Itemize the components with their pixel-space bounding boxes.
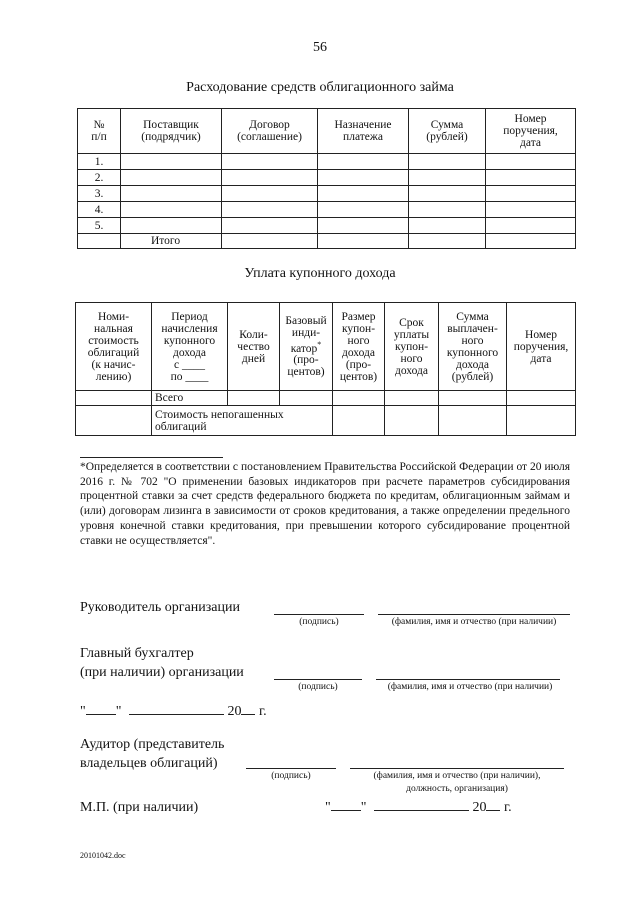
coupon-payment-table <box>75 302 576 436</box>
table-row: 4. <box>78 202 576 218</box>
table2-header-cell: Сумма выплачен- ного купонного дохода (рублей) <box>439 303 507 391</box>
auditor-label-2: владельцев облигаций) <box>80 756 218 771</box>
file-name: 20101042.doc <box>80 851 126 860</box>
auditor-name-caption-1: (фамилия, имя и отчество (при наличии), <box>373 771 541 781</box>
head-signature-line <box>274 614 364 615</box>
table2-outstanding-label: Стоимость непогашенных облигаций <box>152 406 333 436</box>
table2-title: Уплата купонного дохода <box>244 266 396 281</box>
table1-header-cell: Сумма (рублей) <box>409 109 486 154</box>
table2-header-cell: Номи- нальная стоимость облигаций (к начис- лению) <box>76 303 152 391</box>
date-line-1: " " 20 г. <box>80 704 267 719</box>
page-number: 56 <box>313 40 327 55</box>
table-row: 3. <box>78 186 576 202</box>
accountant-signature-caption: (подпись) <box>298 682 338 692</box>
head-name-line <box>378 614 570 615</box>
table1-header-cell: Договор (соглашение) <box>222 109 318 154</box>
table2-total-label: Всего <box>152 391 228 406</box>
footnote-divider <box>80 457 223 458</box>
date-line-2: " " 20 г. <box>325 800 512 815</box>
table1-total-row <box>78 234 576 249</box>
table2-outstanding-row <box>76 406 576 436</box>
table2-header-cell: Номер поручения, дата <box>507 303 576 391</box>
head-name-caption: (фамилия, имя и отчество (при наличии) <box>391 617 557 627</box>
table1-title: Расходование средств облигационного займа <box>186 80 454 95</box>
table1-header-cell: Поставщик (подрядчик) <box>121 109 222 154</box>
table1-header-cell: Назначение платежа <box>318 109 409 154</box>
table1-header-cell: № п/п <box>78 109 121 154</box>
table2-header-cell: Коли- чество дней <box>228 303 280 391</box>
bond-spending-table <box>77 108 576 249</box>
table2-header-cell: Период начисления купонного дохода с ____ по ____ <box>152 303 228 391</box>
auditor-signature-line <box>246 768 336 769</box>
table2-header-row <box>76 303 576 391</box>
accountant-signature-line <box>274 679 362 680</box>
table1-total-label: Итого <box>121 234 222 249</box>
footnote-text: *Определяется в соответствии с постановлением Правительства Российской Федерации от 20 июля 2016 г. № 702 "О применении базовых индикаторов при расчете параметров субсидирования процентной ставки за счет средств федерального бюджета по кредитам, облигационным займам и (или) договорам лизинга в зависимости от сроков кредитования, а также определении предельного уровня конечной ставки кредитования, при превышении которого субсидирование процентной ставки не осуществляется". <box>80 461 570 547</box>
auditor-signature-caption: (подпись) <box>271 771 311 781</box>
auditor-name-caption-2: должность, организация) <box>406 784 508 794</box>
head-label: Руководитель организации <box>80 600 240 615</box>
table2-total-row <box>76 391 576 406</box>
accountant-label-2: (при наличии) организации <box>80 665 244 680</box>
auditor-label-1: Аудитор (представитель <box>80 737 225 752</box>
table2-header-cell: Базовый инди- катор* (про- центов) <box>280 303 333 391</box>
table-row: 2. <box>78 170 576 186</box>
table1-header-row <box>78 109 576 154</box>
table-row: 5. <box>78 218 576 234</box>
table1-header-cell: Номер поручения, дата <box>486 109 576 154</box>
table2-header-cell: Размер купон- ного дохода (про- центов) <box>333 303 385 391</box>
accountant-name-line <box>376 679 560 680</box>
accountant-name-caption: (фамилия, имя и отчество (при наличии) <box>387 682 553 692</box>
auditor-name-line <box>350 768 564 769</box>
stamp-label: М.П. (при наличии) <box>80 800 199 815</box>
head-signature-caption: (подпись) <box>299 617 339 627</box>
footnote-marker: * <box>317 339 322 349</box>
table2-header-cell: Срок уплаты купон- ного дохода <box>385 303 439 391</box>
accountant-label-1: Главный бухгалтер <box>80 646 194 661</box>
table-row: 1. <box>78 154 576 170</box>
